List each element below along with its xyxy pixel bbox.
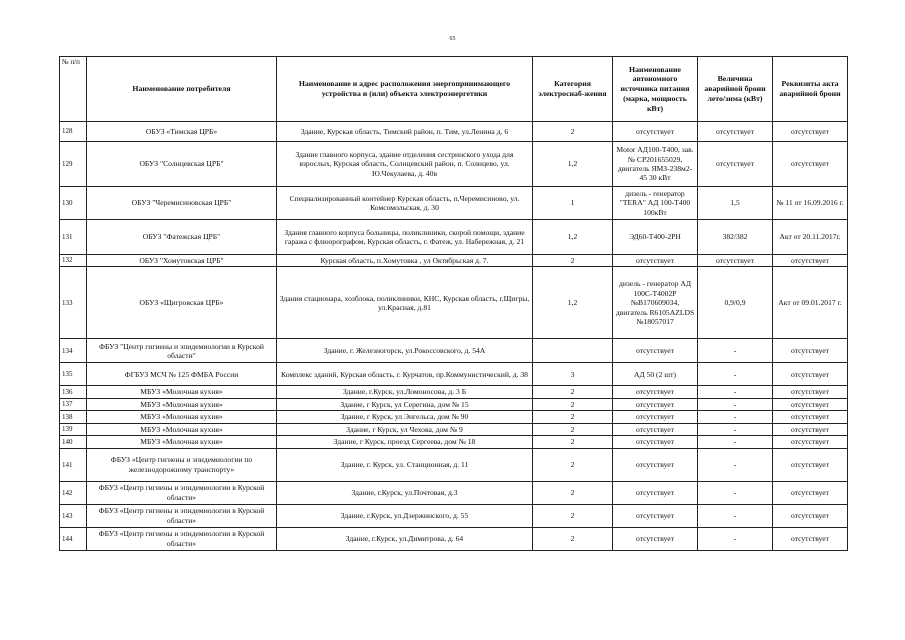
cell-reserve: - — [698, 423, 773, 435]
cell-reserve: отсутствует — [698, 255, 773, 267]
cell-address: Здание, г Курск, ул Энгельса, дом № 90 — [277, 411, 533, 423]
cell-num: 144 — [60, 527, 87, 550]
cell-reserve: - — [698, 527, 773, 550]
cell-category: 1,2 — [533, 220, 613, 255]
cell-num: 131 — [60, 220, 87, 255]
table-row — [60, 423, 848, 435]
cell-num: 133 — [60, 267, 87, 339]
cell-act: отсутствует — [773, 481, 848, 504]
cell-source: отсутствует — [613, 339, 698, 363]
cell-consumer: МБУЗ «Молочная кухня» — [87, 423, 277, 435]
cell-address: Здание, г.Курск, ул.Ломоносова, д. 3 Б — [277, 386, 533, 398]
cell-act: отсутствует — [773, 142, 848, 187]
table-row — [60, 527, 848, 550]
cell-reserve: - — [698, 411, 773, 423]
cell-consumer: ФБУЗ «Центр гигиены и эпидемиологии в Курской области» — [87, 481, 277, 504]
cell-act: Акт от 20.11.2017г. — [773, 220, 848, 255]
cell-act: отсутствует — [773, 423, 848, 435]
cell-source: Motor АД100-Т400, зав. № CP201655029, двигатель ЯМЗ-238м2-45 30 кВт — [613, 142, 698, 187]
table-row — [60, 398, 848, 410]
cell-consumer: ФБУЗ «Центр гигиены и эпидемиологии в Курской области» — [87, 504, 277, 527]
cell-address: Здание, г Курск, ул Чехова, дом № 9 — [277, 423, 533, 435]
table-row — [60, 122, 848, 142]
cell-reserve: отсутствует — [698, 142, 773, 187]
cell-consumer: ОБУЗ «Щигровская ЦРБ» — [87, 267, 277, 339]
cell-category: 1,2 — [533, 267, 613, 339]
cell-source: отсутствует — [613, 122, 698, 142]
cell-reserve: - — [698, 339, 773, 363]
header-act: Реквизиты акта аварийной брони — [773, 57, 848, 122]
cell-address: Здание, г.Курск, ул.Димитрова, д. 64 — [277, 527, 533, 550]
cell-num: 135 — [60, 363, 87, 386]
header-category: Категория электроснаб-жения — [533, 57, 613, 122]
cell-source: отсутствует — [613, 436, 698, 448]
cell-num: 132 — [60, 255, 87, 267]
cell-consumer: ФБУЗ «Центр гигиены и эпидемиологии в Курской области» — [87, 527, 277, 550]
table-row — [60, 363, 848, 386]
cell-source: отсутствует — [613, 386, 698, 398]
cell-num: 143 — [60, 504, 87, 527]
cell-category: 2 — [533, 448, 613, 481]
cell-category — [533, 339, 613, 363]
cell-address: Здание, г. Железногорск, ул.Рокоссовского, д. 54А — [277, 339, 533, 363]
cell-category: 2 — [533, 122, 613, 142]
cell-act: отсутствует — [773, 255, 848, 267]
cell-reserve: 1,5 — [698, 187, 773, 220]
cell-category: 2 — [533, 436, 613, 448]
cell-num: 138 — [60, 411, 87, 423]
cell-category: 2 — [533, 255, 613, 267]
cell-consumer: ОБУЗ "Солнцевская ЦРБ" — [87, 142, 277, 187]
cell-num: 129 — [60, 142, 87, 187]
cell-source: отсутствует — [613, 398, 698, 410]
cell-address: Здание, Курская область, Тимский район, п. Тим, ул.Ленина д. 6 — [277, 122, 533, 142]
cell-category: 2 — [533, 423, 613, 435]
cell-reserve: - — [698, 386, 773, 398]
table-row — [60, 267, 848, 339]
cell-category: 2 — [533, 386, 613, 398]
consumers-table — [59, 56, 848, 551]
cell-act: отсутствует — [773, 527, 848, 550]
cell-source: дизель - генератор АД 100С-Т4002Р №В170609034, двигатель R6105AZLDS №18057017 — [613, 267, 698, 339]
cell-reserve: 382/382 — [698, 220, 773, 255]
cell-consumer: МБУЗ «Молочная кухня» — [87, 386, 277, 398]
table-row — [60, 339, 848, 363]
cell-category: 1 — [533, 187, 613, 220]
cell-num: 136 — [60, 386, 87, 398]
cell-consumer: МБУЗ «Молочная кухня» — [87, 411, 277, 423]
page-number: 65 — [449, 36, 456, 42]
cell-address: Здания стационара, хозблока, поликлиники, КНС, Курская область, г.Щигры, ул.Красная, д.81 — [277, 267, 533, 339]
table-row — [60, 255, 848, 267]
cell-act: отсутствует — [773, 411, 848, 423]
cell-reserve: - — [698, 398, 773, 410]
table-row — [60, 386, 848, 398]
header-source: Наименование автономного источника питания (марка, мощность кВт) — [613, 57, 698, 122]
cell-address: Здание, г.Курск, ул.Дзержинского, д. 55 — [277, 504, 533, 527]
cell-consumer: ОБУЗ "Хомутовская ЦРБ" — [87, 255, 277, 267]
header-row — [60, 57, 848, 122]
table-row — [60, 436, 848, 448]
cell-category: 1,2 — [533, 142, 613, 187]
cell-consumer: ФБУЗ "Центр гигиены и эпидемиологии в Курской области" — [87, 339, 277, 363]
cell-num: 142 — [60, 481, 87, 504]
cell-source: АД 50 (2 шт) — [613, 363, 698, 386]
cell-num: 141 — [60, 448, 87, 481]
cell-category: 2 — [533, 504, 613, 527]
cell-source: отсутствует — [613, 504, 698, 527]
cell-consumer: ОБУЗ «Тимская ЦРБ» — [87, 122, 277, 142]
cell-address: Здание, г. Курск, ул. Станционная, д. 11 — [277, 448, 533, 481]
table-row — [60, 220, 848, 255]
cell-act: отсутствует — [773, 122, 848, 142]
cell-consumer: МБУЗ «Молочная кухня» — [87, 436, 277, 448]
header-num: № п/п — [60, 57, 87, 122]
table-row — [60, 481, 848, 504]
header-address: Наименование и адрес расположения энергопринимающего устройства и (или) объекта электроэнергетики — [277, 57, 533, 122]
cell-category: 2 — [533, 527, 613, 550]
cell-address: Здание, г Курск, проезд Сергеева, дом № 18 — [277, 436, 533, 448]
header-reserve: Величина аварийной брони лето/зима (кВт) — [698, 57, 773, 122]
cell-act: отсутствует — [773, 436, 848, 448]
cell-source: дизель - генератор "TERA" АД 100-Т400 100кВт — [613, 187, 698, 220]
cell-address: Здания главного корпуса больницы, поликлиники, скорой помощи, здание гаража с флюорографом, Курская область, г. Фатеж, ул. Набережная, д. 21 — [277, 220, 533, 255]
table-row — [60, 187, 848, 220]
cell-category: 2 — [533, 398, 613, 410]
table-row — [60, 504, 848, 527]
cell-address: Здание, г.Курск, ул.Почтовая, д.3 — [277, 481, 533, 504]
cell-reserve: - — [698, 436, 773, 448]
cell-num: 130 — [60, 187, 87, 220]
cell-reserve: - — [698, 481, 773, 504]
cell-num: 140 — [60, 436, 87, 448]
table-row — [60, 448, 848, 481]
cell-source: отсутствует — [613, 255, 698, 267]
header-consumer: Наименование потребителя — [87, 57, 277, 122]
cell-category: 3 — [533, 363, 613, 386]
cell-act: отсутствует — [773, 448, 848, 481]
cell-num: 128 — [60, 122, 87, 142]
cell-num: 139 — [60, 423, 87, 435]
cell-source: отсутствует — [613, 527, 698, 550]
cell-reserve: отсутствует — [698, 122, 773, 142]
cell-consumer: ОБУЗ "Фатежская ЦРБ" — [87, 220, 277, 255]
cell-reserve: - — [698, 504, 773, 527]
cell-act: Акт от 09.01.2017 г. — [773, 267, 848, 339]
cell-act: отсутствует — [773, 398, 848, 410]
cell-address: Курская область, п.Хомутовка , ул Октябрьская д. 7. — [277, 255, 533, 267]
cell-address: Специализированный контейнер Курская область, п.Черемисиново, ул. Комсомольская, д. 30 — [277, 187, 533, 220]
cell-reserve: 0,9/0,9 — [698, 267, 773, 339]
cell-act: отсутствует — [773, 363, 848, 386]
cell-source: отсутствует — [613, 481, 698, 504]
cell-act: отсутствует — [773, 339, 848, 363]
cell-consumer: ОБУЗ "Черемисиновская ЦРБ" — [87, 187, 277, 220]
cell-source: отсутствует — [613, 448, 698, 481]
cell-consumer: ФГБУЗ МСЧ № 125 ФМБА России — [87, 363, 277, 386]
cell-source: отсутствует — [613, 423, 698, 435]
table-row — [60, 411, 848, 423]
cell-act: № 11 от 16.09.2016 г. — [773, 187, 848, 220]
table-row — [60, 142, 848, 187]
cell-address: Здание главного корпуса, здание отделения сестринского ухода для взрослых, Курская область, Солнцевский район, п. Солнцево, ул. Ю.Чекулаева, д. 40в — [277, 142, 533, 187]
cell-address: Комплекс зданий, Курская область, г. Курчатов, пр.Коммунистический, д. 38 — [277, 363, 533, 386]
cell-num: 137 — [60, 398, 87, 410]
cell-category: 2 — [533, 411, 613, 423]
cell-source: отсутствует — [613, 411, 698, 423]
cell-source: ЭД60-Т400-2РН — [613, 220, 698, 255]
cell-consumer: ФБУЗ «Центр гигиены и эпидемиологии по железнодорожному транспорту» — [87, 448, 277, 481]
cell-address: Здание, г Курск, ул Серегина, дом № 15 — [277, 398, 533, 410]
cell-reserve: - — [698, 448, 773, 481]
cell-reserve: - — [698, 363, 773, 386]
cell-category: 2 — [533, 481, 613, 504]
cell-act: отсутствует — [773, 386, 848, 398]
cell-num: 134 — [60, 339, 87, 363]
cell-consumer: МБУЗ «Молочная кухня» — [87, 398, 277, 410]
cell-act: отсутствует — [773, 504, 848, 527]
